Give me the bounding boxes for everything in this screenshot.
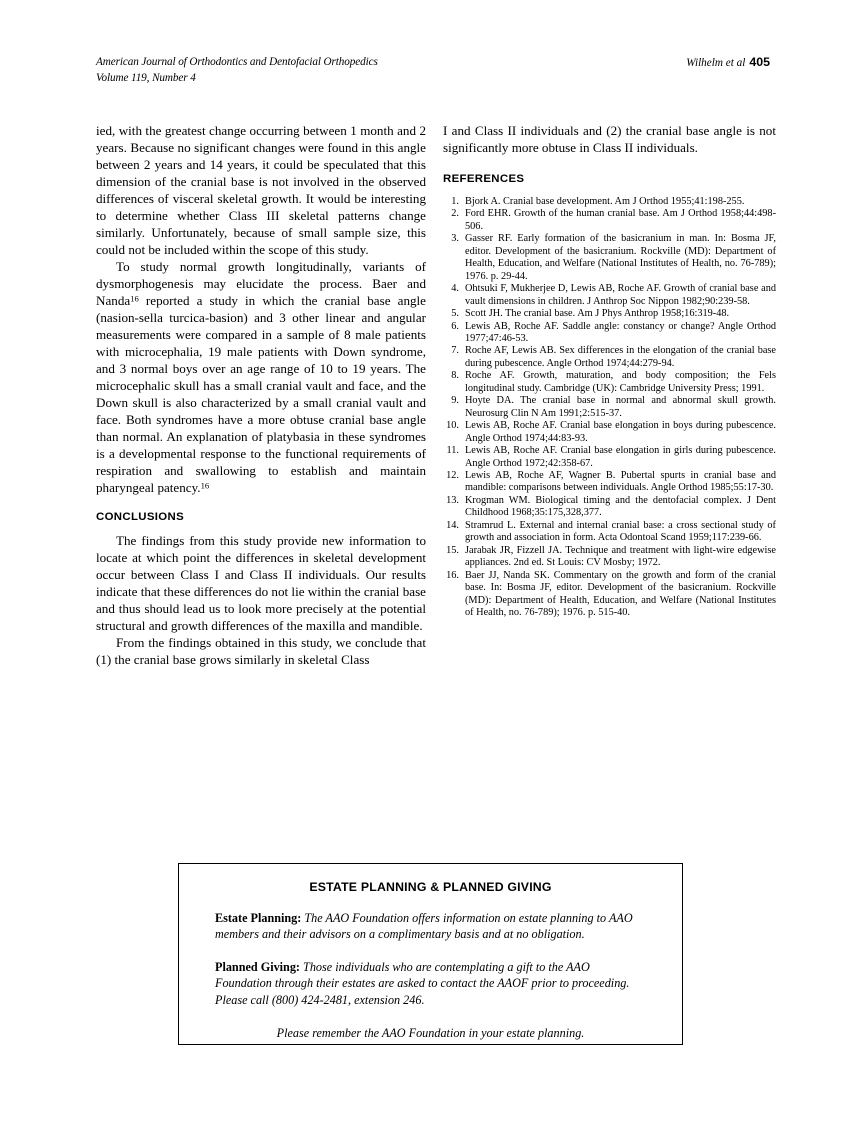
paragraph-dysmorphogenesis <box>96 258 426 496</box>
reference-number: 2. <box>451 208 459 220</box>
reference-list <box>443 196 776 619</box>
estate-box-title: ESTATE PLANNING & PLANNED GIVING <box>309 880 552 894</box>
reference-number: 15. <box>446 544 459 556</box>
page-number: 405 <box>749 55 770 69</box>
reference-text: Hoyte DA. The cranial base in normal and abnormal skull growth. Neurosurg Clin N Am 1991;2:515-37. <box>465 395 776 419</box>
references-heading: REFERENCES <box>443 173 525 185</box>
citation-superscript-16b: 16 <box>200 480 210 491</box>
estate-planning-text: The AAO Foundation offers information on estate planning to AAO members and their advisors on a complimentary basis and at no obligation. <box>215 911 633 942</box>
reference-item <box>443 196 776 208</box>
reference-text: Ohtsuki F, Mukherjee D, Lewis AB, Roche AF. Growth of cranial base and vault dimensions in children. J Anthrop Soc Nippon 1982;90:239-58. <box>465 283 776 307</box>
reference-item <box>443 233 776 283</box>
reference-text: Lewis AB, Roche AF. Saddle angle: constancy or change? Angle Orthod 1977;47:46-53. <box>465 320 776 344</box>
estate-planning-paragraph <box>215 910 646 943</box>
conclusions-heading: CONCLUSIONS <box>96 511 185 523</box>
reference-item <box>443 370 776 395</box>
reference-number: 10. <box>446 420 459 432</box>
reference-text: Krogman WM. Biological timing and the dentofacial complex. J Dent Childhood 1968;35:175,328,377. <box>465 494 776 519</box>
reference-text: Scott JH. The cranial base. Am J Phys Anthrop 1958;16:319-48. <box>465 308 730 320</box>
reference-text: Ford EHR. Growth of the human cranial base. Am J Orthod 1958;44:498-506. <box>465 208 776 232</box>
reference-text: Stramrud L. External and internal cranial base: a cross sectional study of growth and association in form. Acta Odontoal Scand 1959;117:239-66. <box>465 519 776 544</box>
reference-item <box>443 283 776 308</box>
conclusions-paragraph-2: From the findings obtained in this study, we conclude that (1) the cranial base grows similarly in skeletal Class <box>96 635 426 667</box>
reference-number: 14. <box>446 519 459 531</box>
reference-text: Roche AF. Growth, maturation, and body composition; the Fels longitudinal study. Cambridge (UK): Cambridge University Press; 1991. <box>465 370 776 394</box>
running-head-left <box>96 55 378 86</box>
reference-item <box>443 308 776 320</box>
reference-number: 3. <box>451 233 459 245</box>
planned-giving-paragraph <box>215 959 646 1008</box>
planned-giving-text: Those individuals who are contemplating a gift to the AAO Foundation through their estates are asked to contact the AAOF prior to proceeding. Please call (800) 424-2481, extension 246. <box>215 959 630 1007</box>
conclusions-paragraph-1: The findings from this study provide new information to locate at which point the differences in skeletal development occur between Class I and Class II individuals. Our results indicate that these differences do not lie within the cranial base and thus should lead us to look more precisely at the potential structural and growth differences of the maxilla and mandible. <box>96 533 426 633</box>
paragraph-continued: ied, with the greatest change occurring between 1 month and 2 years. Because no significant changes were found in this angle between 2 years and 14 years, it could be speculated that this dimension of the cranial base is not involved in the observed differences of visceral skeletal growth. It would be interesting to determine whether Class III skeletal patterns change similarly. Unfortunately, because of small sample size, this could not be included within the scope of this study. <box>96 123 426 257</box>
reference-number: 8. <box>451 370 459 382</box>
journal-title: American Journal of Orthodontics and Dentofacial Orthopedics <box>96 56 378 68</box>
reference-item <box>443 545 776 570</box>
reference-text: Bjork A. Cranial base development. Am J Orthod 1955;41:198-255. <box>465 196 745 207</box>
volume-number-line <box>96 71 378 87</box>
right-column <box>443 122 776 619</box>
reference-number: 13. <box>446 494 459 506</box>
reference-number: 7. <box>451 345 459 357</box>
estate-box-closing: Please remember the AAO Foundation in your estate planning. <box>276 1026 585 1041</box>
reference-text: Jarabak JR, Fizzell JA. Technique and treatment with light-wire edgewise appliances. 2nd ed. St Louis: CV Mosby; 1972. <box>465 544 776 569</box>
reference-number: 5. <box>451 308 459 320</box>
reference-item <box>443 470 776 495</box>
running-head-authors: Wilhelm et al <box>686 57 746 69</box>
estate-planning-label: Estate Planning: <box>215 911 302 925</box>
reference-text: Gasser RF. Early formation of the basicranium in man. In: Bosma JF, editor. Development of the basicranium. Rockville (MD): Department of Health, Education, and Welfare (National Institutes of Health, no. 76-789); 1976. p. 29-44. <box>465 233 776 282</box>
running-head <box>96 55 770 89</box>
reference-text: Lewis AB, Roche AF. Cranial base elongation in girls during pubescence. Angle Orthod 1972;42:358-67. <box>465 445 776 469</box>
reference-item <box>443 321 776 346</box>
estate-planning-box <box>178 863 683 1045</box>
reference-item <box>443 520 776 545</box>
reference-number: 4. <box>451 283 459 295</box>
conclusions-continuation: I and Class II individuals and (2) the cranial base angle is not significantly more obtuse in Class II individuals. <box>443 123 776 155</box>
reference-number: 1. <box>451 196 459 207</box>
reference-item <box>443 570 776 620</box>
reference-item <box>443 395 776 420</box>
paragraph-text-part1: To study normal growth longitudinally, variants of dysmorphogenesis may elucidate the process. Baer and Nanda <box>96 259 426 308</box>
reference-number: 16. <box>446 569 459 581</box>
reference-number: 11. <box>446 445 459 457</box>
reference-text: Lewis AB, Roche AF. Cranial base elongation in boys during pubescence. Angle Orthod 1974;44:83-93. <box>465 420 776 444</box>
reference-text: Lewis AB, Roche AF, Wagner B. Pubertal spurts in cranial base and mandible: comparisons between individuals. Angle Orthod 1985;55:17-30. <box>465 469 776 494</box>
reference-number: 9. <box>451 395 459 407</box>
reference-item <box>443 495 776 520</box>
running-head-right <box>686 55 770 72</box>
volume-number-text: Volume 119, Number 4 <box>96 71 196 84</box>
paragraph-text-part2: reported a study in which the cranial base angle (nasion-sella turcica-basion) and 3 other linear and angular measurements were compared in a sample of 8 male patients with microcephalia, 19 male patients with Down syndrome, and 3 normal boys over an age range of 10 to 19 years. The microcephalic skull has a small cranial vault and face, and the Down skull is also characterized by a small cranial vault and face. Both syndromes have a more obtuse cranial base angle than normal. An explanation of platybasia in these syndromes is a developmental response to the functional requirements of respiration and swallowing to establish and maintain pharyngeal patency. <box>96 293 426 495</box>
citation-superscript-16a: 16 <box>130 293 139 304</box>
reference-item <box>443 445 776 470</box>
reference-number: 6. <box>451 320 459 332</box>
reference-text: Baer JJ, Nanda SK. Commentary on the growth and form of the cranial base. In: Bosma JF, editor. Development of the basicranium. Rockville (MD): Department of Health, Education, and Welfare (National Institutes of Health, no. 76-789); 1976. p. 515-40. <box>465 569 776 618</box>
reference-text: Roche AF, Lewis AB. Sex differences in the elongation of the cranial base during pubescence. Angle Orthod 1974;44:279-94. <box>465 345 776 369</box>
planned-giving-label: Planned Giving: <box>215 959 300 974</box>
reference-item <box>443 208 776 233</box>
reference-item <box>443 420 776 445</box>
reference-number: 12. <box>446 469 459 481</box>
left-column <box>96 122 426 668</box>
reference-item <box>443 345 776 370</box>
